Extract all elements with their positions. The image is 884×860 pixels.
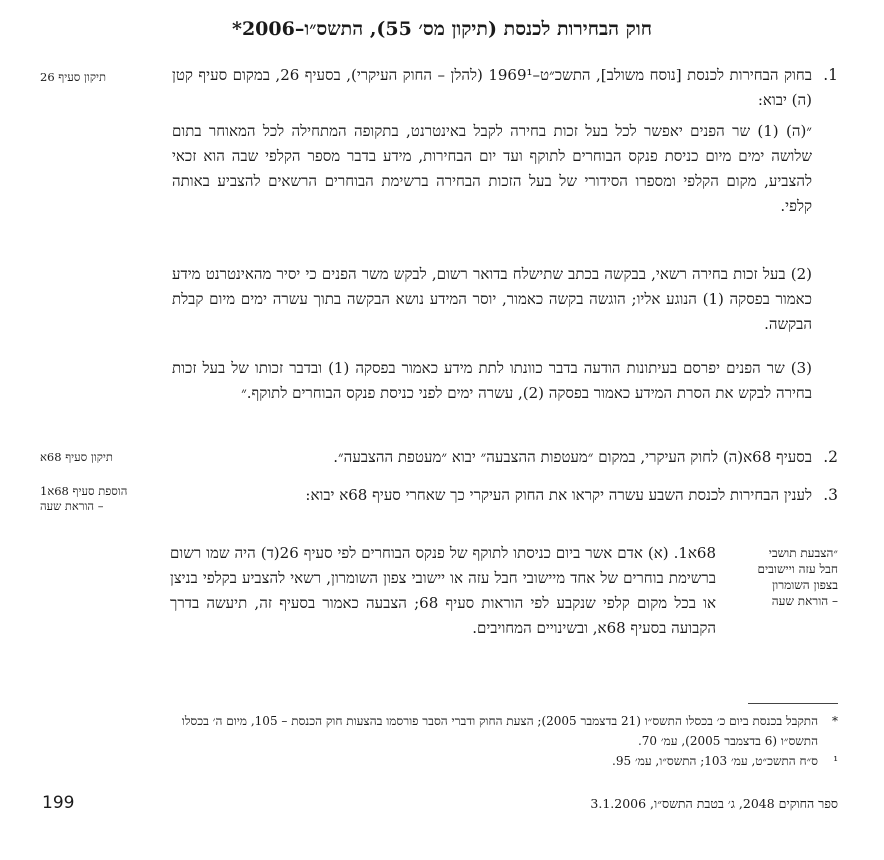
footnote-divider — [748, 703, 838, 704]
section-1-para-3: (3) שר הפנים יפרסם בעיתונות הודעה בדבר כוונתו לתת מידע כאמור בפסקה (1) ובדבר זכותו של בעל זכות בחירה לבקש את הסרת המידע כאמור בפסקה (2), עשרה ימים לפני כניסת פנקס הבוחרים לתוקף.״ — [172, 359, 812, 402]
section-2-number: 2. — [823, 448, 838, 466]
footnote-star-text: התקבל בכנסת ביום כ׳ בכסלו התשס״ו (21 בדצמבר 2005); הצעת החוק ודברי הסבר פורסמו בהצעות חוק הכנסת – 105, מיום ה׳ בכסלו התשס״ו (6 בדצמבר 2005), עמ׳ 70. — [181, 714, 818, 748]
side-note-line-3: בצפון השומרון — [772, 578, 838, 592]
footnote-1-text: ס״ח התשכ״ט, עמ׳ 103; התשס״ו, עמ׳ 95. — [612, 754, 818, 768]
side-note-line-2: חבל עזה ויישובים — [757, 562, 838, 576]
footnote-1-mark: ¹ — [833, 754, 838, 768]
section-2-text: בסעיף 68א(ה) לחוק העיקרי, במקום ״מעטפות ההצבעה״ יבוא ״מעטפת ההצבעה״. — [333, 448, 812, 466]
section-3-margin-note — [40, 484, 170, 514]
footnote-star-mark: * — [832, 714, 838, 728]
section-1-para-2: (2) בעל זכות בחירה רשאי, בבקשה בכתב שתישלח בדואר רשום, לבקש משר הפנים כי יסיר מהאינטרנט מידע כאמור בפסקה (1) הנוגע אליו; הוגשה בקשה כאמור, יוסר המידע נושא הבקשה בתוך עשרה ימים מיום קבלת הבקשה. — [172, 265, 812, 333]
page-number: 199 — [42, 793, 75, 813]
section-1-intro: בחוק הבחירות לכנסת [נוסח משולב], התשכ״ט–1969¹ (להלן – החוק העיקרי), בסעיף 26, במקום סעיף קטן (ה) יבוא: — [172, 66, 812, 109]
side-note-line-1: ״הצבעת תושבי — [768, 546, 838, 560]
section-3-margin-note-line-2: – הוראת שעה — [40, 499, 104, 513]
section-3-side-note — [728, 545, 838, 609]
section-1-number: 1. — [823, 66, 838, 84]
section-1-para-1: ״(ה) (1) שר הפנים יאפשר לכל בעל זכות בחירה לקבל באינטרנט, בתקופה המתחילה לכל המאוחר בתום שלושה ימים מיום כניסת פנקס הבוחרים לתוקף ועד יום הבחירות, מידע בדבר מספר הקלפי שבה הוא זכאי להצביע, מקום הקלפי ומספרו הסידורי של בעל הזכות הבחירה ברשימת הבוחרים הרשאים להצביע באותה קלפי. — [172, 122, 812, 215]
side-note-line-4: – הוראת שעה — [771, 594, 838, 608]
section-3-number: 3. — [823, 486, 838, 504]
section-1-margin-note: תיקון סעיף 26 — [40, 70, 107, 84]
section-3-margin-note-line-1: הוספת סעיף 68א1 — [40, 484, 128, 498]
section-3-intro: לענין הבחירות לכנסת השבע עשרה יקראו את החוק העיקרי כך שאחרי סעיף 68א יבוא: — [305, 486, 812, 504]
section-2-margin-note: תיקון סעיף 68א — [40, 450, 113, 464]
page-title: חוק הבחירות לכנסת (תיקון מס׳ 55), התשס״ו–2006* — [232, 18, 652, 40]
section-3-quoted-text: 68א1. (א) אדם אשר ביום כניסתו לתוקף של פנקס הבוחרים לפי סעיף 26(ד) היה שמו רשום ברשימת בוחרים של אחד מיישובי חבל עזה או יישובי צפון השומרון, רשאי להצביע בקלפי בניצן או בכל מקום קלפי שנקבע לפי הוראות סעיף 68; הצבעה כאמור בסעיף זה, תיעשה בדרך הקבועה בסעיף 68א, ובשינויים המחויבים. — [170, 544, 716, 637]
publication-line: ספר החוקים 2048, ג׳ בטבת התשס״ו, 3.1.2006 — [590, 796, 838, 811]
